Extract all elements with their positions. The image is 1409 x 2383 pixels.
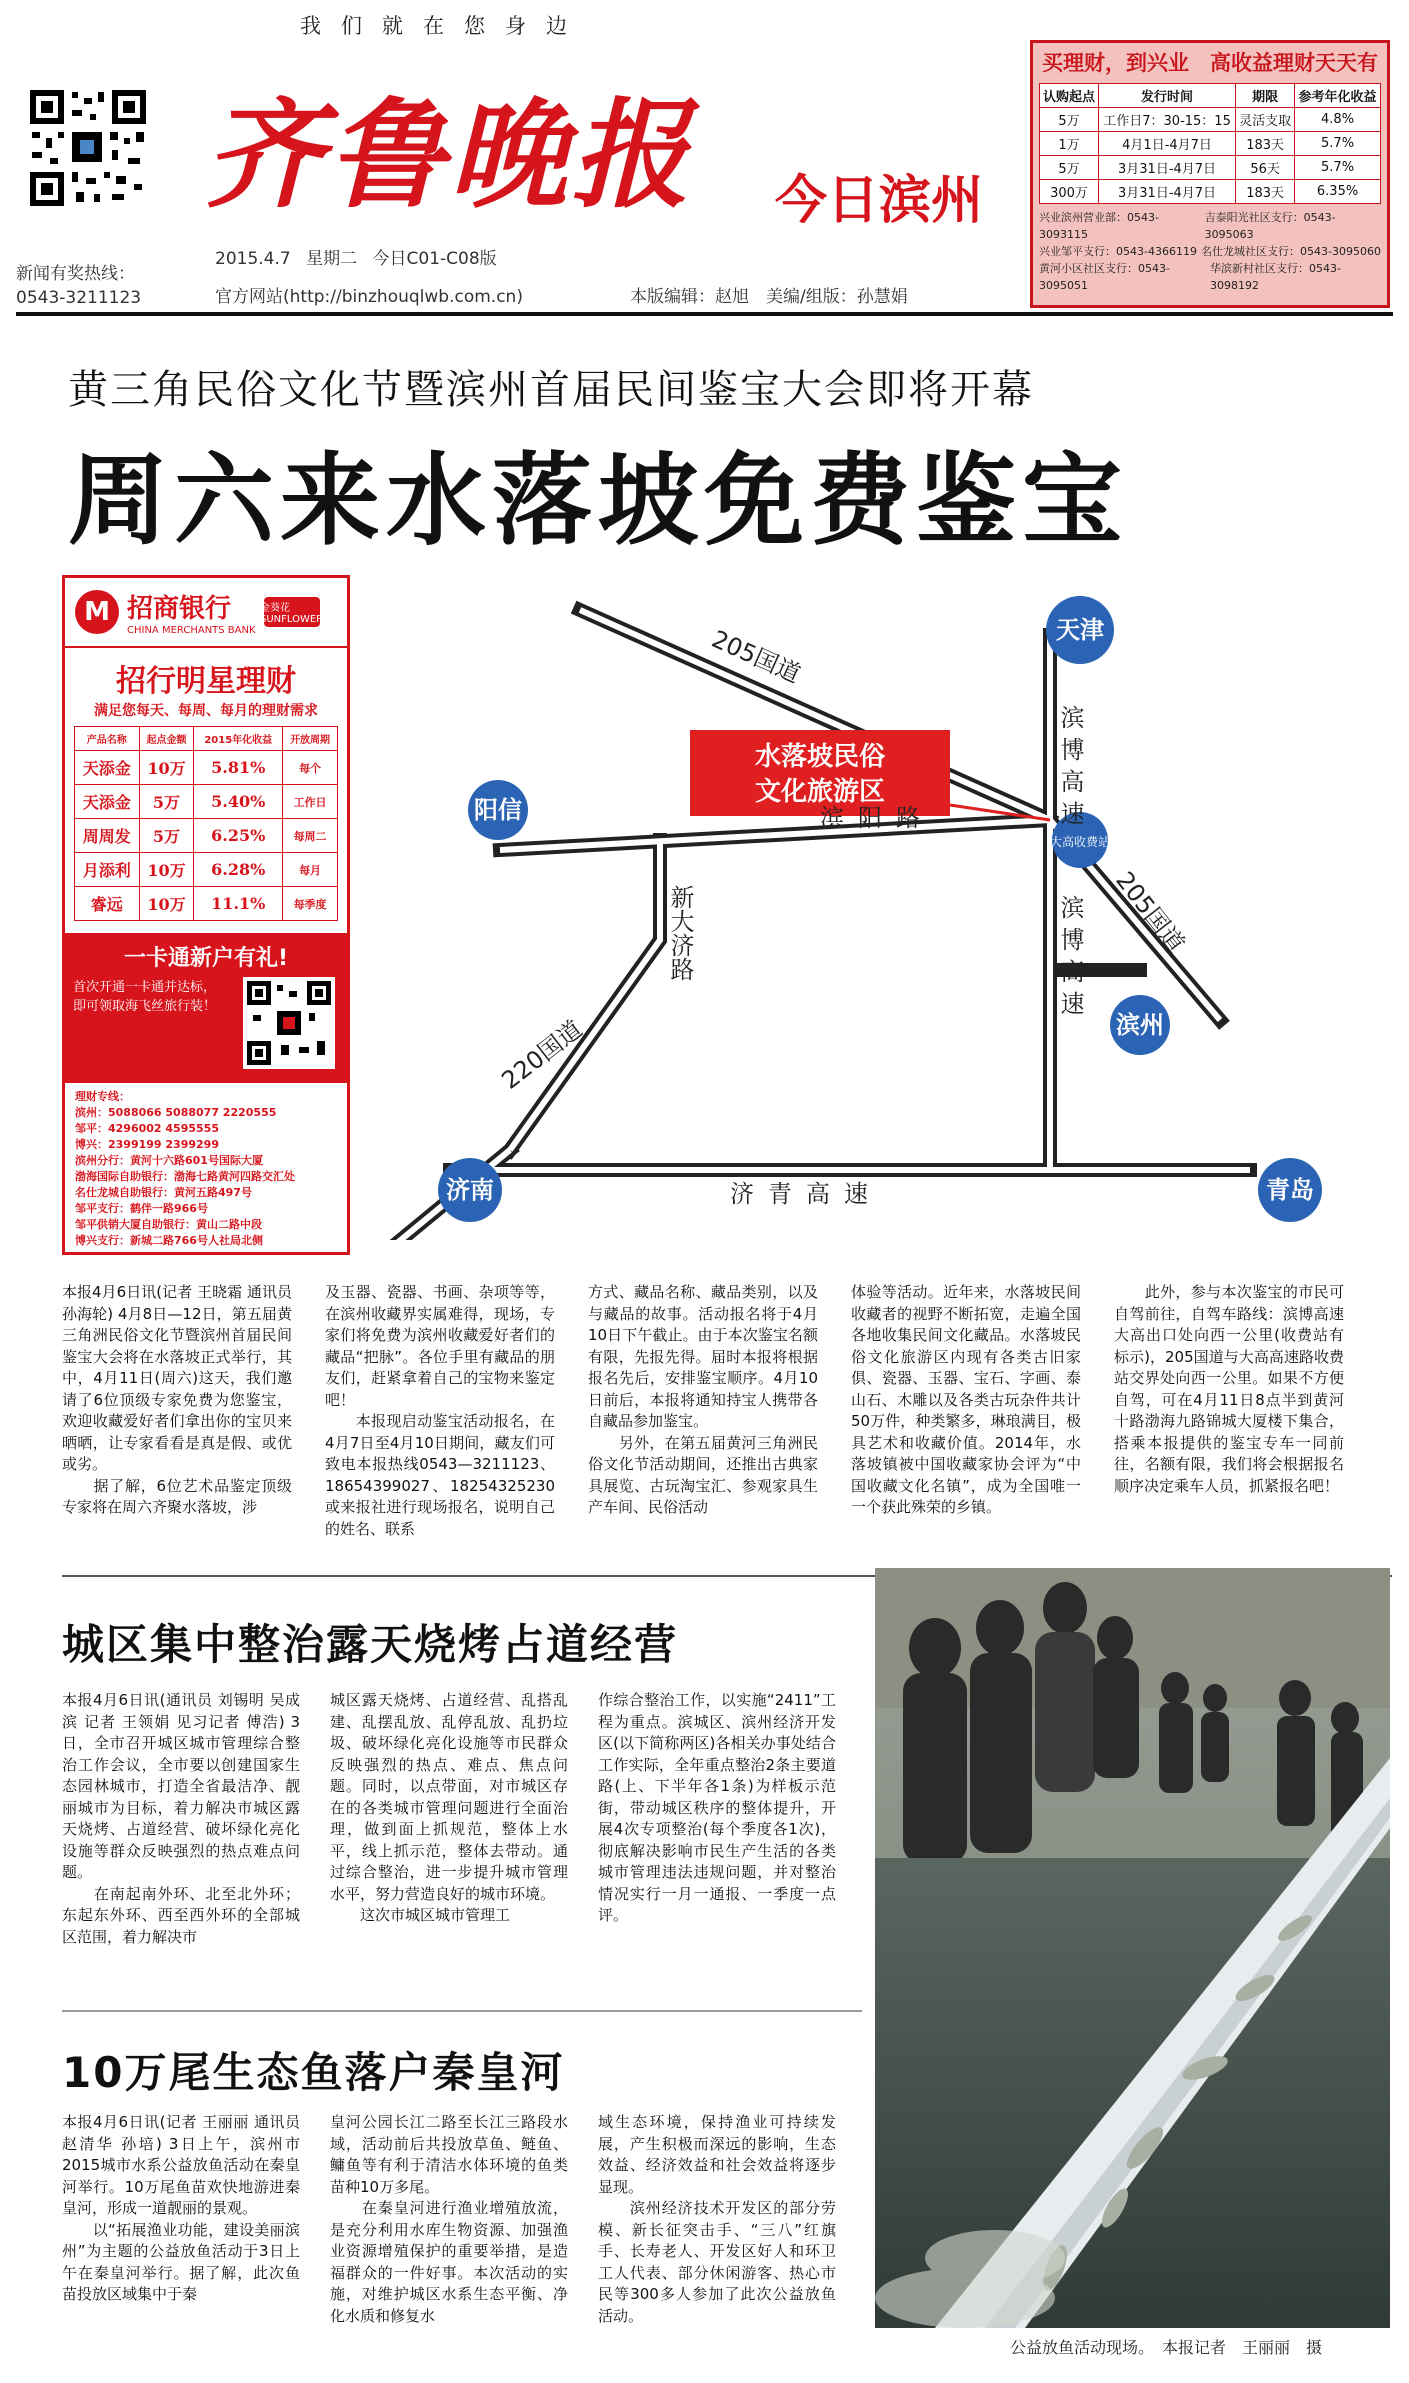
ad-left-col-header: 产品名称 [75, 727, 140, 751]
editors-credit: 本版编辑：赵旭 美编/组版：孙慧娟 [630, 287, 908, 307]
issue-weekday: 星期二 [306, 249, 358, 269]
label-binbo-south: 滨博高速 [1056, 895, 1084, 1023]
article3-col-3: 域生态环境，保持渔业可持续发展，产生积极而深远的影响，生态效益、经济效益和社会效益将逐步显现。 滨州经济技术开发区的部分劳模、新长征突击手、“三八”红旗手、长寿老人、开发区好人和环卫工人代表、部分休闲游客、热心市民等300多人参加了此次公益放鱼活动。 [598, 2113, 836, 2325]
label-binbo-north: 滨博高速 [1056, 705, 1084, 833]
table-row [1040, 180, 1381, 204]
label-205-north: 205国道 [707, 624, 805, 689]
branch-info: 名仕龙城社区支行：0543-3095060 [1201, 245, 1381, 258]
table-cell: 5万 [1040, 156, 1099, 180]
article1-col-2: 及玉器、瓷器、书画、杂项等等，在滨州收藏界实属难得，现场，专家们将免费为滨州收藏爱好者们的藏品“把脉”。各位手里有藏品的朋友们，赶紧拿着自己的宝物来鉴定吧！ 本报现启动鉴宝活动报名，在4月7日至4月10日期间，藏友们可致电本报热线0543—3211123、18654399027、18254325230或来报社进行现场报名，说明自己的姓名、联系 [325, 1283, 555, 1538]
dateline [215, 244, 497, 269]
label-220: 220国道 [496, 1014, 588, 1095]
city-binzhou: 滨州 [1116, 1011, 1164, 1039]
issue-pages: 今日C01-C08版 [372, 249, 497, 269]
article1-col-5: 此外，参与本次鉴宝的市民可自驾前往，自驾车路线：滨博高速大高出口处向西一公里(收费站有标示)，205国道与大高高速路收费站交界处向西一公里。如果不方便自驾，可在4月11日8点半到黄河十路渤海九路锦城大厦楼下集合，搭乘本报提供的鉴宝专车一同前往，名额有限，我们将会根据报名顺序决定乘车人员，抓紧报名吧！ [1114, 1283, 1344, 1495]
contact-line: 滨州分行：黄河十六路601号国际大厦 [75, 1154, 263, 1167]
table-cell: 1万 [1040, 132, 1099, 156]
promo-title: 一卡通新户有礼! [123, 946, 289, 971]
article2-col-3: 作综合整治工作，以实施“2411”工程为重点。滨城区、滨州经济开发区(以下简称两区)各相关办事处结合工作实际，全年重点整治2条主要道路(上、下半年各1条)为样板示范街，带动城区秩序的整体提升，开展4次专项整治(每个季度各1次)，彻底解决影响市民生产生活的各类城市管理违法违规问题，并对整治情况实行一月一通报、一季度一点评。 [598, 1691, 836, 1924]
table-cell: 5.7% [1295, 132, 1381, 156]
table-cell: 工作日7：30-15：15 [1098, 108, 1235, 132]
city-jinan: 济南 [446, 1176, 494, 1204]
article2-col-2: 城区露天烧烤、占道经营、乱搭乱建、乱摆乱放、乱停乱放、乱扔垃圾、破坏绿化亮化设施等市民群众反映强烈的热点、难点、焦点问题。同时，以点带面，对市城区存在的各类城市管理问题进行全面治理，做到面上抓规范，整体上水平，线上抓示范，整体去带动。通过综合整治，进一步提升城市管理水平，努力营造良好的城市环境。 这次市城区城市管理工 [330, 1691, 568, 1924]
contact-line: 滨州：5088066 5088077 2220555 [75, 1106, 277, 1119]
hotline-label: 新闻有奖热线： [16, 264, 135, 284]
contact-line: 名仕龙城自助银行：黄河五路497号 [75, 1186, 252, 1199]
promo-text: 首次开通一卡通并达标，即可领取海飞丝旅行装！ [73, 980, 217, 1014]
city-qingdao: 青岛 [1266, 1176, 1314, 1204]
table-cell: 灵活支取 [1236, 108, 1295, 132]
bank-name: 招商银行 [127, 594, 232, 624]
table-cell: 5.7% [1295, 156, 1381, 180]
table-cell: 5万 [1040, 108, 1099, 132]
edition-name: 今日滨州 [775, 170, 984, 231]
qr-code [28, 88, 148, 208]
ad-left-promo [65, 933, 347, 1083]
table-cell: 每季度 [283, 887, 338, 921]
branch-info: 吉泰阳光社区支行：0543-3095063 [1204, 211, 1336, 241]
ad-left-contact-lines [65, 1083, 347, 1255]
table-cell: 5.40% [194, 785, 283, 819]
ad-top-rate-table [1039, 83, 1381, 204]
table-cell: 56天 [1236, 156, 1295, 180]
news-hotline [16, 262, 141, 310]
table-cell: 3月31日-4月7日 [1098, 156, 1235, 180]
table-cell: 月添利 [75, 853, 140, 887]
table-cell: 11.1% [194, 887, 283, 921]
city-yangxin: 阳信 [474, 796, 522, 824]
ad-left-col-header: 起点金额 [139, 727, 194, 751]
article3-headline: 10万尾生态鱼落户秦皇河 [62, 2048, 565, 2097]
ad-top-title: 买理财，到兴业 高收益理财天天有 [1042, 50, 1378, 75]
table-row [1040, 108, 1381, 132]
ad-left-col-header: 2015年化收益 [194, 727, 283, 751]
table-cell: 5万 [139, 785, 194, 819]
lead-headline: 周六来水落坡免费鉴宝 [68, 442, 1128, 559]
photo-caption: 公益放鱼活动现场。 本报记者 王丽丽 摄 [1010, 2338, 1323, 2357]
cmb-logo [65, 578, 347, 648]
ad-left-product-table [74, 726, 338, 921]
article3-col-1: 本报4月6日讯(记者 王丽丽 通讯员 赵清华 孙培) 3日上午，滨州市2015城市水系公益放鱼活动在秦皇河举行。10万尾鱼苗欢快地游进秦皇河，形成一道靓丽的景观。 以“拓展渔业功能，建设美丽滨州”为主题的公益放鱼活动于3日上午在秦皇河举行。据了解，此次鱼苗投放区域集中于秦 [62, 2113, 300, 2303]
label-205-east: 205国道 [1110, 866, 1191, 958]
ad-top-col-header: 期限 [1236, 84, 1295, 108]
ad-top-col-header: 发行时间 [1098, 84, 1235, 108]
contact-line: 邹平供销大厦自助银行：黄山二路中段 [75, 1218, 262, 1231]
ad-left-title: 招行明星理财 [116, 664, 296, 699]
table-cell: 6.25% [194, 819, 283, 853]
website: 官方网站(http://binzhouqlwb.com.cn) [215, 287, 523, 307]
label-binyang: 滨阳路 [820, 804, 934, 832]
table-cell: 10万 [139, 751, 194, 785]
table-cell: 每月 [283, 853, 338, 887]
table-cell: 4月1日-4月7日 [1098, 132, 1235, 156]
article1-col-4: 体验等活动。近年来，水落坡民间收藏者的视野不断拓宽，走遍全国各地收集民间文化藏品。水落坡民俗文化旅游区内现有各类古旧家俱、瓷器、玉器、宝石、字画、泰山石、木雕以及各类古玩杂件共计50万件，种类繁多，琳琅满目，极具艺术和收藏价值。2014年，水落坡镇被中国收藏家协会评为“中国收藏文化名镇”，成为全国唯一一个获此殊荣的乡镇。 [851, 1283, 1081, 1516]
table-cell: 3月31日-4月7日 [1098, 180, 1235, 204]
branch-info: 华滨新村社区支行：0543-3098192 [1210, 262, 1341, 292]
table-cell: 300万 [1040, 180, 1099, 204]
table-cell: 4.8% [1295, 108, 1381, 132]
cmb-bank-ad [62, 575, 350, 1255]
table-cell: 周周发 [75, 819, 140, 853]
article2-col-1: 本报4月6日讯(通讯员 刘锡明 吴成滨 记者 王领娟 见习记者 傅浩) 3日，全市召开城区城市管理综合整治工作会议，全市要以创建国家生态园林城市，打造全省最洁净、靓丽城市为目标，着力解决市城区露天烧烤、占道经营、破坏绿化亮化设施等群众反映强烈的热点难点问题。 在南起南外环、北至北外环；东起东外环、西至西外环的全部城区范围，着力解决市 [62, 1691, 300, 1946]
table-row [75, 853, 338, 887]
branch-info: 兴业滨州营业部：0543-3093115 [1039, 211, 1159, 241]
table-row [1040, 156, 1381, 180]
contact-line: 理财专线： [75, 1090, 130, 1103]
table-row [75, 887, 338, 921]
table-cell: 5万 [139, 819, 194, 853]
table-row [75, 751, 338, 785]
hotline-number: 0543-3211123 [16, 288, 142, 308]
header-divider [16, 312, 1393, 316]
table-cell: 天添金 [75, 785, 140, 819]
article-divider [62, 2010, 862, 2012]
masthead-title: 齐鲁晚报 [205, 85, 694, 224]
table-cell: 睿远 [75, 887, 140, 921]
table-cell: 每周二 [283, 819, 338, 853]
table-cell: 每个 [283, 751, 338, 785]
ad-top-col-header: 认购起点 [1040, 84, 1099, 108]
table-row [75, 785, 338, 819]
branch-info: 兴业邹平支行：0543-4366119 [1039, 245, 1197, 258]
sunflower-badge: 金葵花 SUNFLOWER [264, 597, 320, 627]
contact-line: 渤海国际自助银行：渤海七路黄河四路交汇处 [75, 1170, 295, 1183]
city-tianjin: 天津 [1056, 616, 1104, 644]
ad-top-col-header: 参考年化收益 [1295, 84, 1381, 108]
masthead-slogan: 我们就在您身边 [300, 14, 587, 38]
branch-info: 黄河小区社区支行：0543-3095051 [1039, 262, 1170, 292]
table-row [75, 819, 338, 853]
contact-line: 博兴支行：新城二路766号人社局北侧 [75, 1234, 263, 1247]
toll-station-label: 大高收费站 [1049, 835, 1111, 849]
venue-label-2: 文化旅游区 [754, 777, 886, 807]
bank-name-en: CHINA MERCHANTS BANK [127, 625, 256, 636]
article3-col-2: 皇河公园长江二路至长江三路段水域，活动前后共投放草鱼、鲢鱼、鳙鱼等有利于清洁水体环境的鱼类苗种10万多尾。 在秦皇河进行渔业增殖放流，是充分利用水库生物资源、加强渔业资源增殖保护的重要举措，是造福群众的一件好事。本次活动的实施，对维护城区水系生态平衡、净化水质和修复水 [330, 2113, 568, 2325]
table-cell: 工作日 [283, 785, 338, 819]
label-jiqing: 济青高速 [730, 1180, 882, 1208]
venue-label-1: 水落坡民俗 [754, 742, 886, 772]
table-cell: 10万 [139, 853, 194, 887]
article2-headline: 城区集中整治露天烧烤占道经营 [62, 1620, 679, 1669]
table-cell: 10万 [139, 887, 194, 921]
table-cell: 天添金 [75, 751, 140, 785]
contact-line: 博兴：2399199 2399299 [75, 1138, 219, 1151]
label-xindaji: 新大济路 [666, 885, 694, 981]
ad-left-col-header: 开放周期 [283, 727, 338, 751]
contact-line: 邹平：4296002 4595555 [75, 1122, 219, 1135]
ad-top-branches [1039, 209, 1381, 294]
route-map [380, 590, 1340, 1240]
table-cell: 5.81% [194, 751, 283, 785]
contact-line: 邹平支行：鹤伴一路966号 [75, 1202, 208, 1215]
lead-kicker: 黄三角民俗文化节暨滨州首届民间鉴宝大会即将开幕 [68, 367, 1034, 413]
ad-left-subtitle: 满足您每天、每周、每月的理财需求 [94, 703, 318, 719]
cmb-logo-icon: M [75, 590, 119, 634]
road-xindaji [510, 840, 660, 1150]
table-cell: 6.28% [194, 853, 283, 887]
issue-date: 2015.4.7 [215, 249, 291, 269]
table-row [1040, 132, 1381, 156]
article1-col-1: 本报4月6日讯(记者 王晓霜 通讯员 孙海轮) 4月8日—12日，第五届黄三角洲民俗文化节暨滨州首届民间鉴宝大会将在水落坡正式举行，其中，4月11日(周六)这天，我们邀请了6位顶级专家免费为您鉴宝，欢迎收藏爱好者们拿出你的宝贝来晒晒，让专家看看是真是假、或优或劣。 据了解，6位艺术品鉴定顶级专家将在周六齐聚水落坡，涉 [62, 1283, 292, 1516]
table-cell: 183天 [1236, 132, 1295, 156]
table-cell: 183天 [1236, 180, 1295, 204]
industrial-bank-ad [1030, 40, 1390, 308]
table-cell: 6.35% [1295, 180, 1381, 204]
ad-qr-code [243, 977, 335, 1069]
fish-release-photo [875, 1568, 1390, 2328]
article1-col-3: 方式、藏品名称、藏品类别，以及与藏品的故事。活动报名将于4月10日下午截止。由于本次鉴宝名额有限，先报先得。届时本报将根据报名先后，安排鉴宝顺序。4月10日前后，本报将通知持宝人携带各自藏品参加鉴宝。 另外，在第五届黄河三角洲民俗文化节活动期间，还推出古典家具展览、古玩淘宝汇、参观家具生产车间、民俗活动 [588, 1283, 818, 1516]
